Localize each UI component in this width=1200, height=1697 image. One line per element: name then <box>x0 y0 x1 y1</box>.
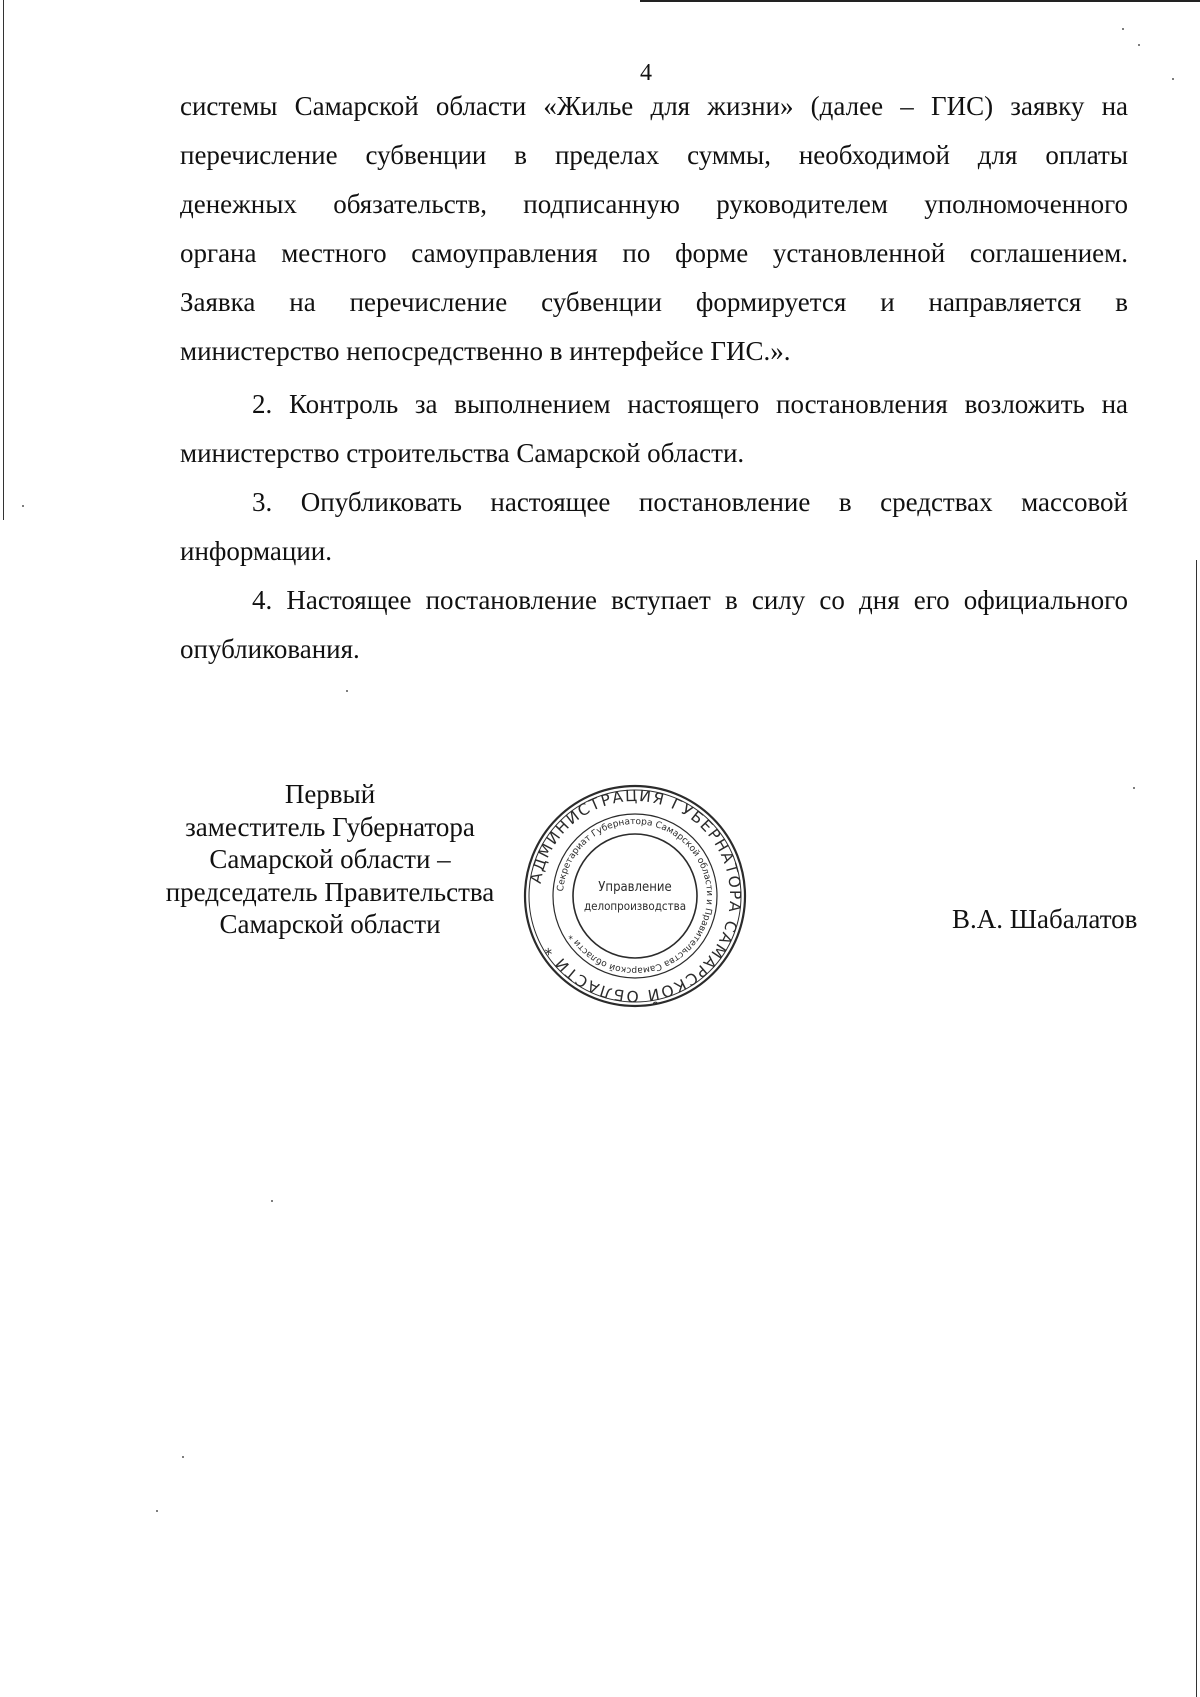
body-paragraph-2 <box>180 380 1128 478</box>
scan-speck <box>271 1200 273 1202</box>
body-paragraph-3 <box>180 478 1128 576</box>
signatory-position-line: Первый <box>284 779 376 809</box>
seal-graphic <box>522 783 748 1009</box>
scan-speck <box>1172 78 1174 80</box>
paragraph-line: министерство строительства Самарской области. <box>180 438 745 468</box>
signatory-position-line: Самарской области – <box>209 844 451 874</box>
seal-ring <box>553 814 717 978</box>
paragraph-line: опубликования. <box>180 634 360 664</box>
page-number: 4 <box>640 60 652 86</box>
signatory-position-line: Самарской области <box>219 909 441 939</box>
scan-edge-left <box>3 0 4 520</box>
body-paragraph-4 <box>180 576 1128 674</box>
scan-speck <box>182 1456 184 1458</box>
paragraph-line: Заявка на перечисление субвенции формируется и направляется в <box>180 287 1128 317</box>
scan-speck <box>1138 44 1140 46</box>
scan-speck <box>1122 28 1124 30</box>
paragraph-line: денежных обязательств, подписанную руководителем уполномоченного <box>180 189 1128 219</box>
signatory-position-line: заместитель Губернатора <box>185 811 475 842</box>
scan-speck <box>156 1510 158 1512</box>
paragraph-line: 4. Настоящее постановление вступает в силу со дня его официального <box>252 585 1128 615</box>
paragraph-line: информации. <box>180 536 332 566</box>
seal-ring <box>573 834 697 958</box>
scan-edge-top <box>640 0 1200 2</box>
paragraph-line: системы Самарской области «Жилье для жизни» (далее – ГИС) заявку на <box>180 91 1128 121</box>
official-seal-stamp <box>522 783 748 1009</box>
scan-speck <box>1133 787 1135 789</box>
seal-center-text-2: делопроизводства <box>583 899 687 913</box>
signatory-name: В.А. Шабалатов <box>952 904 1138 934</box>
seal-center-text-1: Управление <box>598 880 672 895</box>
paragraph-line: перечисление субвенции в пределах суммы, необходимой для оплаты <box>180 140 1128 170</box>
paragraph-line: органа местного самоуправления по форме установленной соглашением. <box>180 238 1128 268</box>
paragraph-line: министерство непосредственно в интерфейсе ГИС.». <box>180 336 791 366</box>
paragraph-line: 2. Контроль за выполнением настоящего постановления возложить на <box>252 389 1128 419</box>
scan-speck <box>22 505 24 507</box>
paragraph-line: 3. Опубликовать настоящее постановление в средствах массовой <box>252 487 1128 517</box>
signatory-position-line: председатель Правительства <box>165 876 495 907</box>
seal-inner-text: Секретариат Губернатора Самарской области и Правительства Самарской области * <box>556 816 715 976</box>
seal-outer-text: АДМИНИСТРАЦИЯ ГУБЕРНАТОРА САМАРСКОЙ ОБЛАСТИ * <box>526 786 745 1006</box>
scan-speck <box>346 690 348 692</box>
signatory-position-block <box>150 778 510 941</box>
scan-edge-right <box>1196 560 1197 1697</box>
body-paragraph-1 <box>180 82 1128 376</box>
